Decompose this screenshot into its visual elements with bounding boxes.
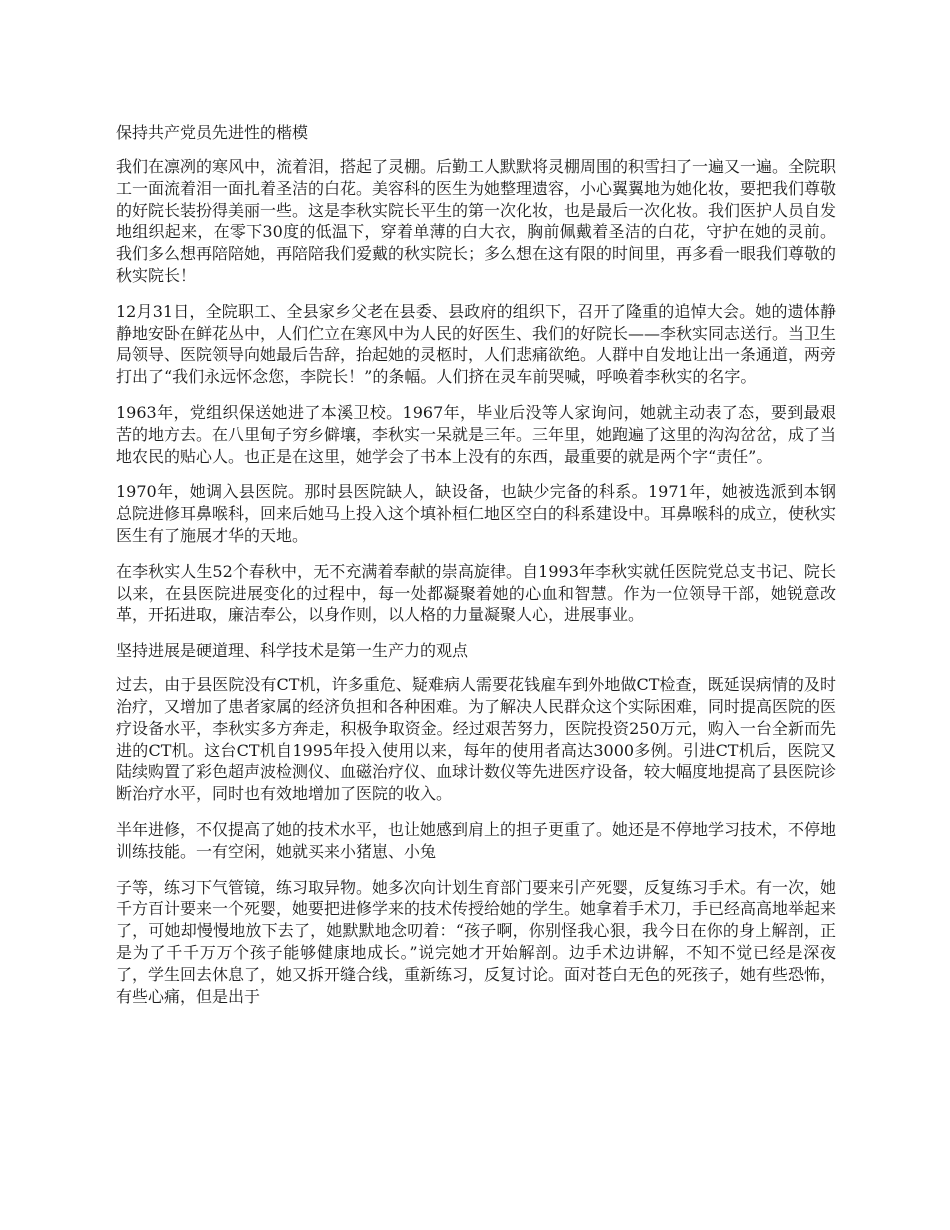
paragraph-mourning-hall: 我们在凛冽的寒风中，流着泪，搭起了灵棚。后勤工人默默将灵棚周围的积雪扫了一遍又一遍。全院职工一面流着泪一面扎着圣洁的白花。美容科的医生为她整理遗容，小心翼翼地为她化妆，要把我们尊敬的好院长装扮得美丽一些。这是李秋实院长平生的第一次化妆，也是最后一次化妆。我们医护人员自发地组织起来，在零下30度的低温下，穿着单薄的白大衣，胸前佩戴着圣洁的白花，守护在她的灵前。我们多么想再陪陪她，再陪陪我们爱戴的秋实院长；多么想在这有限的时间里，再多看一眼我们尊敬的秋实院长！ — [116, 157, 837, 285]
paragraph-1970-hospital: 1970年，她调入县医院。那时县医院缺人，缺设备，也缺少完备的科系。1971年，她被选派到本钢总院进修耳鼻喉科，回来后她马上投入这个填补桓仁地区空白的科系建设中。耳鼻喉科的成立，使秋实医生有了施展才华的天地。 — [116, 482, 837, 545]
paragraph-ct-machine: 过去，由于县医院没有CT机，许多重危、疑难病人需要花钱雇车到外地做CT检查，既延误病情的及时治疗，又增加了患者家属的经济负担和各种困难。为了解决人民群众这个实际困难，同时提高医院的医疗设备水平，李秋实多方奔走，积极争取资金。经过艰苦努力，医院投资250万元，购入一台全新而先进的CT机。这台CT机自1995年投入使用以来，每年的使用者高达3000多例。引进CT机后，医院又陆续购置了彩色超声波检测仪、血磁治疗仪、血球计数仪等先进医疗设备，较大幅度地提高了县医院诊断治疗水平，同时也有效地增加了医院的收入。 — [116, 675, 837, 804]
paragraph-memorial-service: 12月31日，全院职工、全县家乡父老在县委、县政府的组织下，召开了隆重的追悼大会。她的遗体静静地安卧在鲜花丛中，人们伫立在寒风中为人民的好医生、我们的好院长——李秋实同志送行。当卫生局领导、医院领导向她最后告辞，抬起她的灵柩时，人们悲痛欲绝。人群中自发地让出一条通道，两旁打出了“我们永远怀念您，李院长！”的条幅。人们挤在灵车前哭喊，呼唤着李秋实的名字。 — [116, 301, 837, 387]
section-heading-party-model: 保持共产党员先进性的楷模 — [116, 123, 309, 142]
paragraph-practice-surgery: 子等，练习下气管镜，练习取异物。她多次向计划生育部门要来引产死婴，反复练习手术。有一次，她千方百计要来一个死婴，她要把进修学来的技术传授给她的学生。她拿着手术刀，手已经高高地举起来了，可她却慢慢地放下去了，她默默地念叨着：“孩子啊，你别怪我心狠，我今日在你的身上解剖，正是为了千千万万个孩子能够健康地成长。”说完她才开始解剖。边手术边讲解，不知不觉已经是深夜了，学生回去休息了，她又拆开缝合线，重新练习，反复讨论。面对苍白无色的死孩子，她有些恐怖，有些心痛，但是出于 — [116, 877, 837, 1006]
document-page — [116, 122, 836, 1021]
paragraph-1963-school: 1963年，党组织保送她进了本溪卫校。1967年，毕业后没等人家询问，她就主动表了态，要到最艰苦的地方去。在八里甸子穷乡僻壤，李秋实一呆就是三年。三年里，她跑遍了这里的沟沟岔岔，成了当地农民的贴心人。也正是在这里，她学会了书本上没有的东西，最重要的就是两个字“责任”。 — [116, 402, 837, 466]
paragraph-training: 半年进修，不仅提高了她的技术水平，也让她感到肩上的担子更重了。她还是不停地学习技术，不停地训练技能。一有空闲，她就买来小猪崽、小兔 — [116, 819, 837, 861]
section-heading-development: 坚持进展是硬道理、科学技术是第一生产力的观点 — [116, 641, 469, 661]
paragraph-52-years: 在李秋实人生52个春秋中，无不充满着奉献的崇高旋律。自1993年李秋实就任医院党总支书记、院长以来，在县医院进展变化的过程中，每一处都凝聚着她的心血和智慧。作为一位领导干部，她锐意改革，开拓进取，廉洁奉公，以身作则，以人格的力量凝聚人心，进展事业。 — [116, 561, 836, 625]
